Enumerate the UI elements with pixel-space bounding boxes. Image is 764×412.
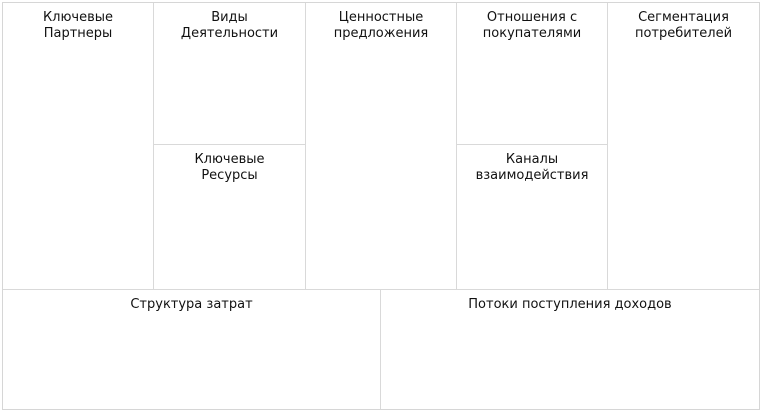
customer-relationships-title: Отношения с покупателями — [482, 10, 582, 41]
value-propositions-block — [306, 3, 457, 290]
key-activities-title: Виды Деятельности — [180, 10, 279, 41]
key-activities-block — [154, 3, 306, 145]
customer-segments-block — [608, 3, 759, 290]
cost-structure-title: Структура затрат — [130, 297, 253, 312]
customer-segments-title: Сегментация потребителей — [634, 10, 733, 41]
key-partners-title: Ключевые Партнеры — [42, 10, 114, 41]
cost-structure-block — [3, 290, 381, 409]
business-model-canvas — [2, 2, 760, 410]
revenue-streams-title: Потоки поступления доходов — [468, 297, 672, 312]
key-resources-title: Ключевые Ресурсы — [194, 152, 265, 183]
key-partners-block — [3, 3, 154, 290]
customer-relationships-block — [457, 3, 608, 145]
key-resources-block — [154, 145, 306, 290]
revenue-streams-block — [381, 290, 759, 409]
value-propositions-title: Ценностные предложения — [333, 10, 429, 41]
channels-block — [457, 145, 608, 290]
channels-title: Каналы взаимодействия — [475, 152, 589, 183]
